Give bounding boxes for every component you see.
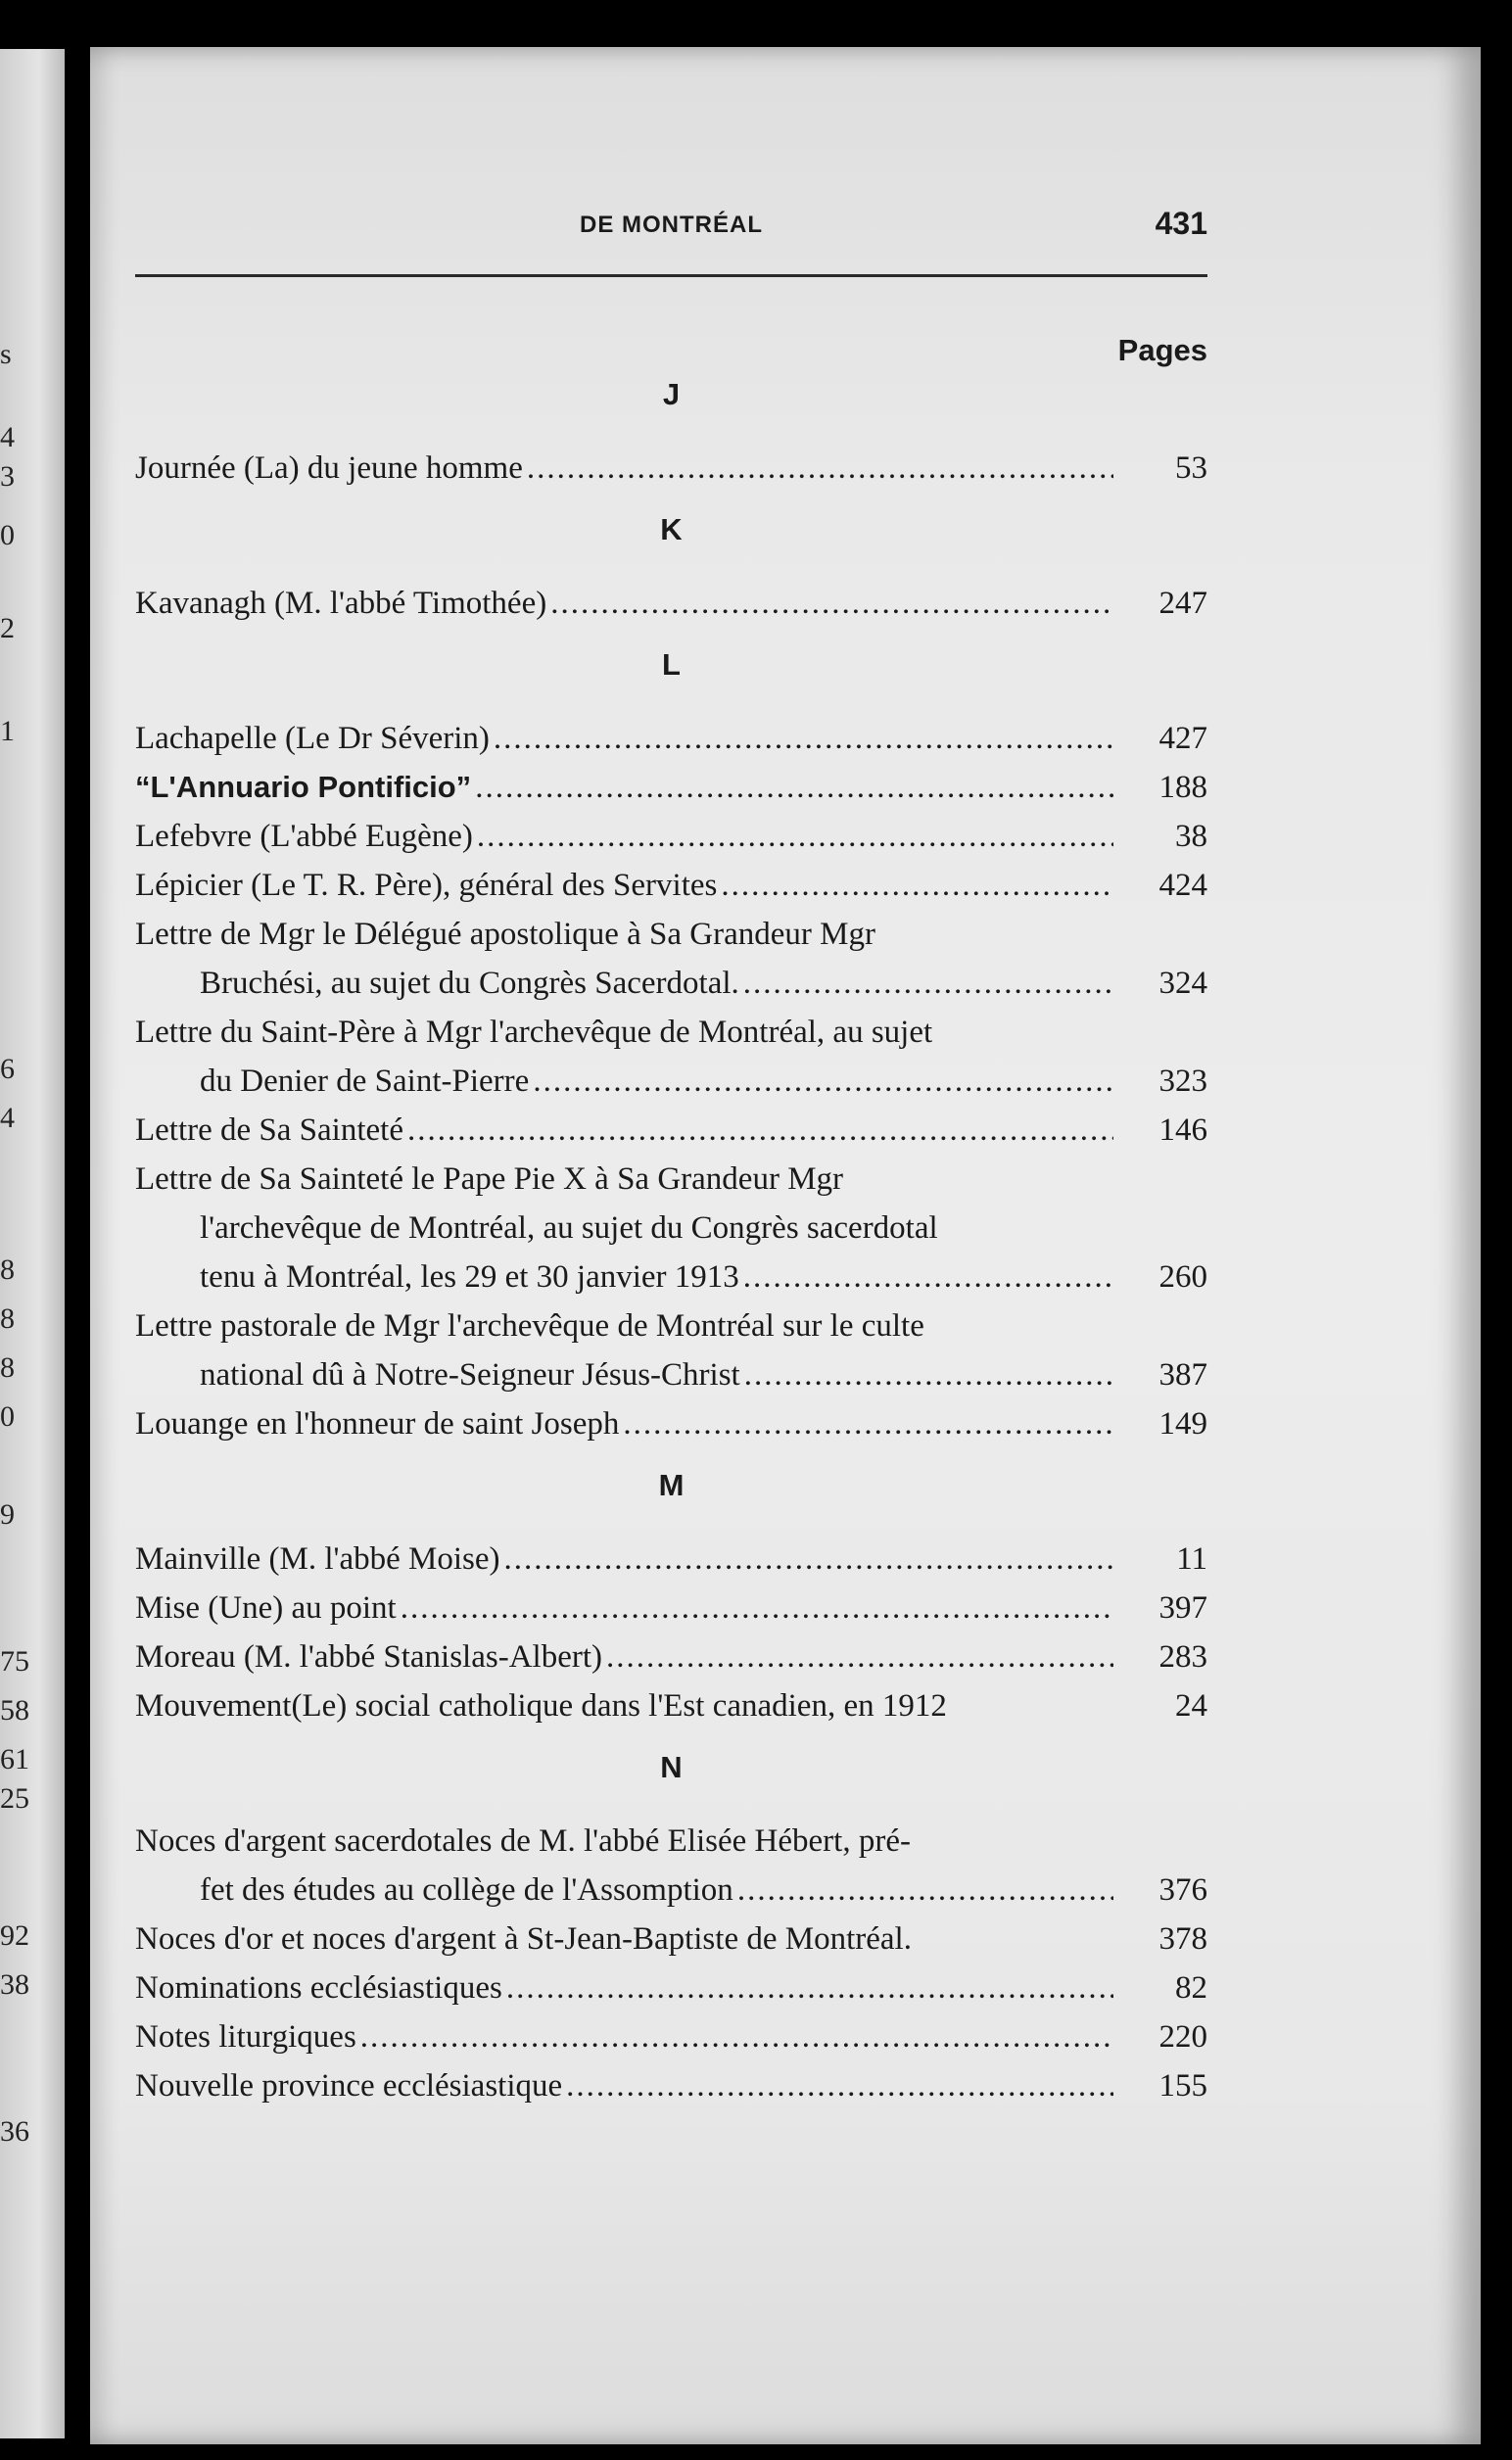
entry-title: Journée (La) du jeune homme	[135, 450, 523, 486]
index-entry	[135, 1106, 1207, 1155]
entry-page-number: 24	[1175, 1688, 1207, 1724]
dot-leader	[360, 2012, 1113, 2061]
index-entry	[135, 2061, 1207, 2110]
margin-fragment: 0	[0, 519, 15, 551]
margin-fragment: 36	[0, 2115, 29, 2148]
dot-leader	[494, 714, 1113, 763]
entry-page-number: 427	[1158, 721, 1207, 756]
entry-title: Bruchési, au sujet du Congrès Sacerdotal.	[200, 966, 739, 1001]
entry-title: Noces d'argent sacerdotales de M. l'abbé Elisée Hébert, pré-	[135, 1823, 911, 1859]
index-entry	[135, 1584, 1207, 1632]
index-entry	[135, 910, 1207, 1008]
pages-column-label: Pages	[1117, 333, 1207, 367]
section-letter: K	[660, 512, 683, 546]
entry-page-number: 149	[1158, 1406, 1207, 1442]
entry-title: Mise (Une) au point	[135, 1590, 397, 1626]
index-entry	[135, 1008, 1207, 1106]
dot-leader	[504, 1535, 1113, 1584]
entry-page-number: 387	[1158, 1357, 1207, 1393]
index-entry	[135, 1632, 1207, 1681]
entry-page-number: 324	[1158, 966, 1207, 1001]
dot-leader	[475, 763, 1113, 812]
margin-fragment: 61	[0, 1743, 29, 1775]
index-entry	[135, 579, 1207, 628]
entry-page-number: 283	[1158, 1639, 1207, 1675]
index-entry	[135, 861, 1207, 910]
entry-page-number: 424	[1158, 868, 1207, 903]
dot-leader	[606, 1632, 1113, 1681]
dot-leader	[527, 444, 1113, 493]
index-entry	[135, 444, 1207, 493]
dot-leader	[721, 861, 1113, 910]
margin-fragment: 3	[0, 460, 15, 493]
dot-leader	[566, 2061, 1113, 2110]
index-entry	[135, 1399, 1207, 1448]
entry-title: Louange en l'honneur de saint Joseph	[135, 1406, 620, 1442]
entry-title: Kavanagh (M. l'abbé Timothée)	[135, 586, 547, 621]
margin-fragment: s	[0, 338, 12, 370]
dot-leader	[743, 959, 1113, 1008]
entry-page-number: 38	[1175, 819, 1207, 854]
index-entry	[135, 1155, 1207, 1301]
dot-leader	[401, 1584, 1113, 1632]
entry-title: Lettre de Sa Sainteté	[135, 1112, 403, 1148]
index-entry	[135, 1817, 1207, 1915]
index-entry	[135, 1681, 1207, 1730]
entry-page-number: 378	[1158, 1921, 1207, 1957]
margin-fragment: 38	[0, 1968, 29, 2001]
margin-fragment: 6	[0, 1053, 15, 1085]
entry-title: Moreau (M. l'abbé Stanislas-Albert)	[135, 1639, 602, 1675]
entry-title: Noces d'or et noces d'argent à St-Jean-Baptiste de Montréal.	[135, 1921, 912, 1957]
section-letter: M	[658, 1468, 685, 1502]
dot-leader	[477, 812, 1113, 861]
entry-title: fet des études au collège de l'Assomption	[200, 1872, 733, 1908]
margin-fragment: 8	[0, 1351, 15, 1384]
entry-title: Mouvement(Le) social catholique dans l'Est canadien, en 1912	[135, 1688, 947, 1724]
index-entry	[135, 1301, 1207, 1399]
dot-leader	[743, 1253, 1113, 1301]
entry-title: Lefebvre (L'abbé Eugène)	[135, 819, 473, 854]
entry-page-number: 220	[1158, 2019, 1207, 2055]
section-letter: J	[662, 377, 681, 411]
index-entry	[135, 714, 1207, 763]
entry-title: du Denier de Saint-Pierre	[200, 1064, 530, 1099]
entry-title: Nominations ecclésiastiques	[135, 1970, 502, 2006]
entry-page-number: 188	[1158, 770, 1207, 805]
margin-fragment: 58	[0, 1694, 29, 1727]
entry-title: tenu à Montréal, les 29 et 30 janvier 1913	[200, 1259, 739, 1295]
entry-title: Mainville (M. l'abbé Moise)	[135, 1541, 500, 1577]
entry-title: Lépicier (Le T. R. Père), général des Servites	[135, 868, 718, 903]
entry-page-number: 146	[1158, 1112, 1207, 1148]
entry-title: l'archevêque de Montréal, au sujet du Congrès sacerdotal	[200, 1210, 938, 1246]
margin-fragment: 8	[0, 1254, 15, 1286]
entry-page-number: 323	[1158, 1064, 1207, 1099]
dot-leader	[550, 579, 1113, 628]
margin-fragment: 4	[0, 1102, 15, 1134]
index-entry	[135, 1963, 1207, 2012]
margin-fragment: 75	[0, 1645, 29, 1678]
running-head: DE MONTRÉAL	[580, 212, 763, 238]
entry-page-number: 247	[1158, 586, 1207, 621]
entry-page-number: 397	[1158, 1590, 1207, 1626]
entry-page-number: 11	[1176, 1541, 1207, 1577]
index-entry	[135, 763, 1207, 812]
entry-page-number: 155	[1158, 2068, 1207, 2104]
margin-fragment: 8	[0, 1302, 15, 1335]
margin-fragment: 0	[0, 1400, 15, 1433]
index-entry	[135, 2012, 1207, 2061]
entry-title: Lettre de Mgr le Délégué apostolique à Sa Grandeur Mgr	[135, 917, 875, 952]
entry-page-number: 260	[1158, 1259, 1207, 1295]
entry-page-number: 376	[1158, 1872, 1207, 1908]
dot-leader	[623, 1399, 1113, 1448]
index-entry	[135, 1535, 1207, 1584]
section-letter: N	[660, 1750, 683, 1784]
dot-leader	[533, 1057, 1113, 1106]
entry-title: “L'Annuario Pontificio”	[135, 770, 472, 804]
margin-fragment: 4	[0, 421, 15, 453]
index-entry	[135, 1915, 1207, 1963]
index-entry	[135, 812, 1207, 861]
dot-leader	[506, 1963, 1113, 2012]
section-letter: L	[662, 647, 681, 682]
dot-leader	[407, 1106, 1113, 1155]
margin-fragment: 2	[0, 612, 15, 644]
entry-title: national dû à Notre-Seigneur Jésus-Christ	[200, 1357, 740, 1393]
margin-fragment: 92	[0, 1919, 29, 1952]
entry-title: Nouvelle province ecclésiastique	[135, 2068, 563, 2104]
page-number: 431	[1155, 206, 1207, 241]
entry-title: Notes liturgiques	[135, 2019, 356, 2055]
entry-title: Lettre pastorale de Mgr l'archevêque de Montréal sur le culte	[135, 1308, 924, 1344]
entry-title: Lettre du Saint-Père à Mgr l'archevêque de Montréal, au sujet	[135, 1015, 933, 1050]
entry-title: Lachapelle (Le Dr Séverin)	[135, 721, 490, 756]
margin-fragment: 25	[0, 1782, 29, 1815]
dot-leader	[737, 1866, 1113, 1915]
entry-page-number: 53	[1175, 450, 1207, 486]
header-rule	[135, 274, 1207, 277]
margin-fragment: 9	[0, 1498, 15, 1531]
index-list	[135, 357, 1207, 2110]
entry-page-number: 82	[1175, 1970, 1207, 2006]
margin-fragment: 1	[0, 715, 15, 747]
entry-title: Lettre de Sa Sainteté le Pape Pie X à Sa Grandeur Mgr	[135, 1161, 844, 1197]
dot-leader	[744, 1350, 1113, 1399]
page-header	[135, 206, 1207, 249]
previous-page-edge	[0, 49, 65, 2438]
